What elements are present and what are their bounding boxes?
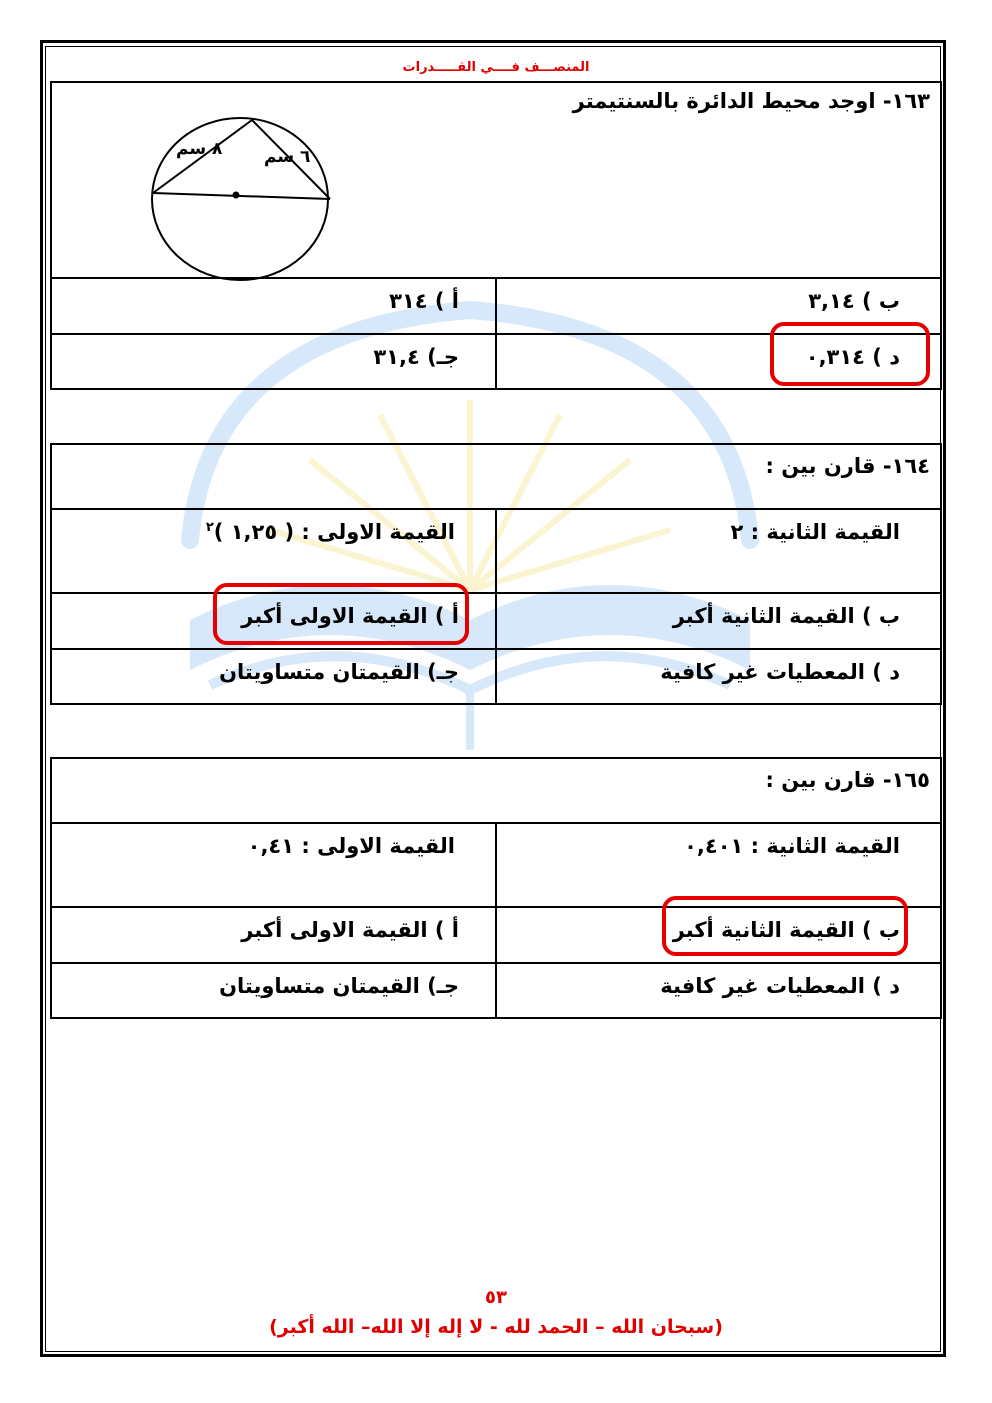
question-164-title: ١٦٤- قارن بين :: [765, 454, 930, 478]
option-164-a[interactable]: أ ) القيمة الاولى أكبر: [51, 593, 496, 649]
question-165-box: [50, 757, 942, 824]
value1-164: القيمة الاولى : ( ١,٢٥ )$^٢$: [51, 509, 496, 593]
question-164-table: [50, 508, 942, 705]
figure-label-left: ٨ سم: [176, 139, 223, 159]
question-163-title: ١٦٣- اوجد محيط الدائرة بالسنتيمتر: [572, 89, 930, 113]
question-164-box: [50, 443, 942, 510]
question-163-box: [50, 81, 942, 279]
footer-dhikr: (سبحان الله – الحمد لله - لا إله إلا الله– الله أكبر): [269, 1316, 723, 1338]
answer-mark-164: [213, 583, 469, 645]
option-165-b[interactable]: ب ) القيمة الثانية أكبر: [496, 907, 941, 963]
value2-165: القيمة الثانية : ٠,٤٠١: [496, 823, 941, 907]
value1-165: القيمة الاولى : ٠,٤١: [51, 823, 496, 907]
value2-164: القيمة الثانية : ٢: [496, 509, 941, 593]
page-number: ٥٣: [485, 1287, 507, 1308]
option-165-a[interactable]: أ ) القيمة الاولى أكبر: [51, 907, 496, 963]
page-header: المنصـــف فــــي القـــــدرات: [402, 60, 590, 75]
question-165-title: ١٦٥- قارن بين :: [765, 768, 930, 792]
option-164-c[interactable]: جـ) القيمتان متساويتان: [51, 649, 496, 704]
option-163-c[interactable]: جـ) ٣١,٤: [51, 334, 496, 389]
option-163-d[interactable]: د ) ٠,٣١٤: [496, 334, 941, 389]
figure-label-right: ٦ سم: [264, 147, 311, 167]
option-163-a[interactable]: أ ) ٣١٤: [51, 278, 496, 334]
answer-mark-165: [662, 896, 908, 956]
option-165-d[interactable]: د ) المعطيات غير كافية: [496, 963, 941, 1018]
answer-mark-163: [770, 322, 930, 386]
option-165-c[interactable]: جـ) القيمتان متساويتان: [51, 963, 496, 1018]
option-163-b[interactable]: ب ) ٣,١٤: [496, 278, 941, 334]
option-164-b[interactable]: ب ) القيمة الثانية أكبر: [496, 593, 941, 649]
option-164-d[interactable]: د ) المعطيات غير كافية: [496, 649, 941, 704]
